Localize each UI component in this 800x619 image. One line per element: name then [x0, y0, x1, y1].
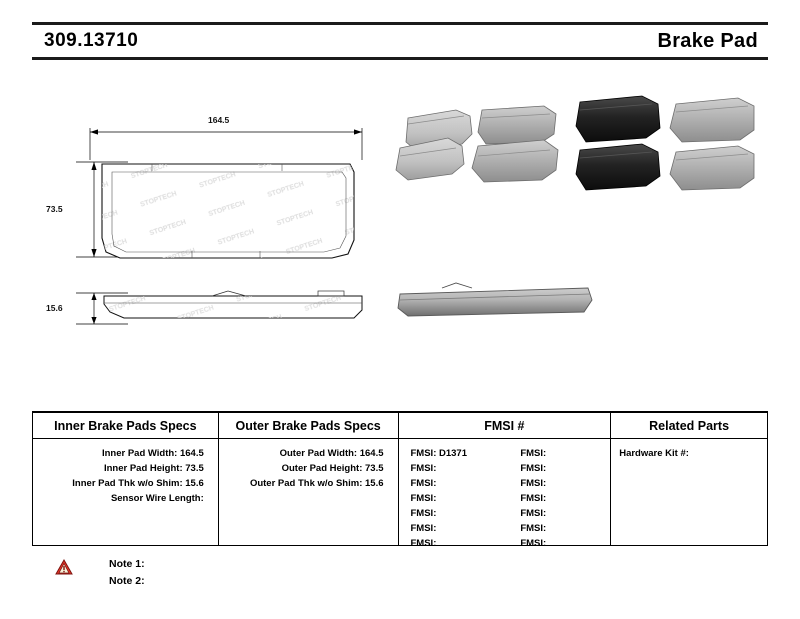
fmsi-row: FMSI: — [410, 523, 437, 534]
fmsi-row: FMSI: — [410, 493, 437, 504]
inner-pad-specs-table — [33, 413, 219, 545]
technical-drawing — [32, 72, 768, 392]
fmsi-body — [399, 439, 611, 551]
related-parts-header: Related Parts — [611, 413, 767, 439]
notes-section — [55, 556, 145, 590]
brake-pad-line-art — [32, 72, 768, 392]
related-parts-body — [611, 439, 767, 461]
specs-tables — [32, 411, 768, 549]
dimension-thickness-label: 15.6 — [46, 303, 63, 313]
fmsi-right-column — [504, 446, 604, 551]
fmsi-row: FMSI: — [410, 463, 437, 474]
spec-row: Outer Pad Height: 73.5 — [281, 463, 384, 474]
dimension-width-label: 164.5 — [208, 115, 230, 125]
spec-row: Inner Pad Thk w/o Shim: 15.6 — [72, 478, 204, 489]
note-item: Note 1: — [109, 558, 145, 570]
spec-row: Inner Pad Height: 73.5 — [103, 463, 204, 474]
inner-pad-specs-body — [33, 439, 218, 506]
spec-row: Sensor Wire Length: — [110, 493, 204, 504]
fmsi-row: FMSI: — [520, 538, 547, 549]
document-header — [32, 22, 768, 60]
fmsi-header: FMSI # — [399, 413, 611, 439]
fmsi-row: FMSI: — [520, 523, 547, 534]
outer-pad-specs-header: Outer Brake Pads Specs — [219, 413, 398, 439]
spec-row: Outer Pad Width: 164.5 — [279, 448, 384, 459]
related-parts-row: Hardware Kit #: — [619, 448, 689, 459]
related-parts-table — [611, 413, 767, 545]
fmsi-row: FMSI: — [410, 478, 437, 489]
fmsi-row: FMSI: — [520, 493, 547, 504]
dimension-height-label: 73.5 — [46, 204, 63, 214]
spec-row: Inner Pad Width: 164.5 — [101, 448, 204, 459]
fmsi-row: FMSI: — [410, 538, 437, 549]
fmsi-row: FMSI: — [410, 508, 437, 519]
fmsi-row: FMSI: — [520, 463, 547, 474]
warning-triangle-icon — [55, 559, 73, 580]
page-title: Brake Pad — [657, 29, 758, 52]
fmsi-row: FMSI: — [520, 478, 547, 489]
spec-row: Outer Pad Thk w/o Shim: 15.6 — [249, 478, 384, 489]
outer-pad-specs-body — [219, 439, 398, 491]
note-lines — [81, 556, 145, 590]
fmsi-row: FMSI: — [520, 508, 547, 519]
fmsi-table — [399, 413, 612, 549]
fmsi-row: FMSI: D1371 — [410, 448, 467, 459]
fmsi-row: FMSI: — [520, 448, 547, 459]
fmsi-left-column — [405, 446, 505, 551]
part-number: 309.13710 — [44, 30, 139, 51]
outer-pad-specs-table — [219, 413, 399, 545]
note-item: Note 2: — [109, 575, 145, 587]
inner-pad-specs-header: Inner Brake Pads Specs — [33, 413, 218, 439]
